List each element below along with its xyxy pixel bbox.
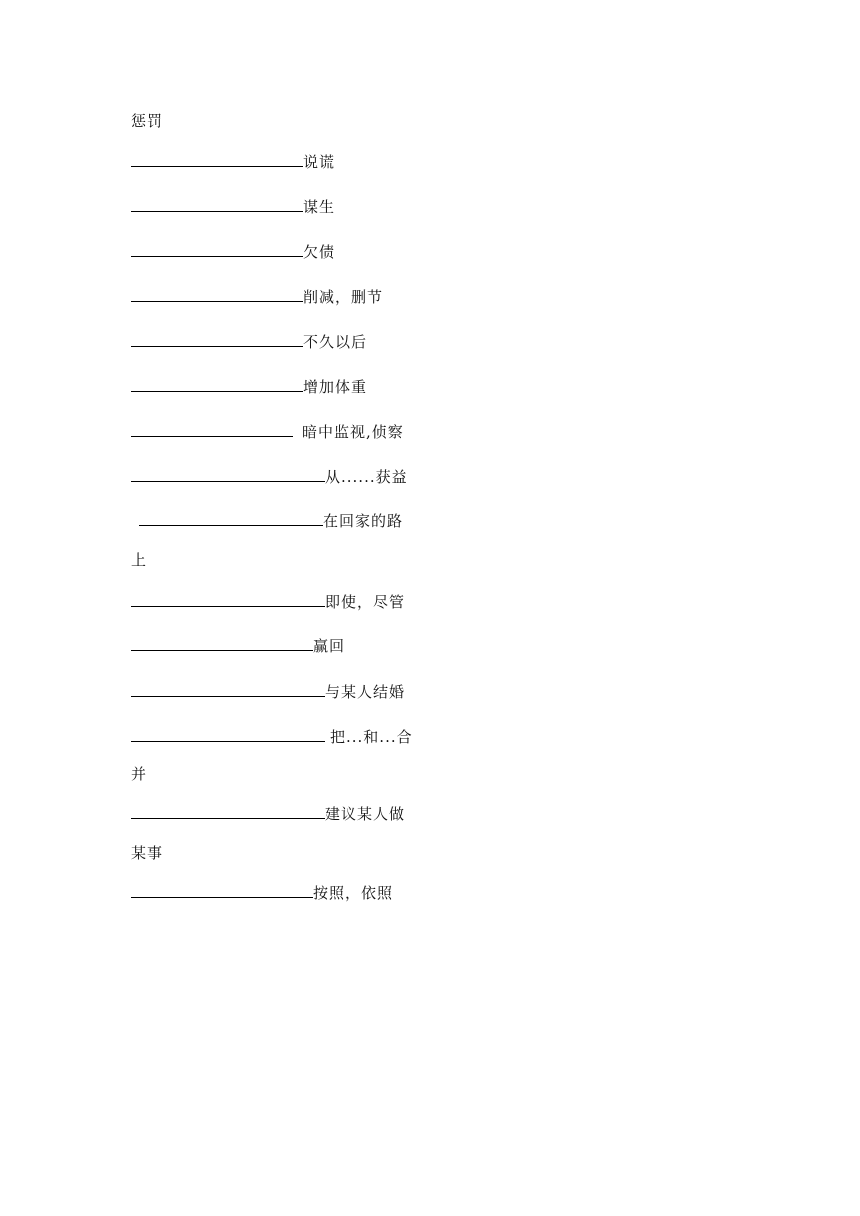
- item-meaning: 不久以后: [303, 333, 368, 351]
- line-text: 某事: [131, 844, 164, 862]
- answer-blank[interactable]: [131, 151, 303, 167]
- line-plain: [131, 764, 147, 784]
- answer-blank[interactable]: [131, 591, 325, 607]
- item-meaning: 与某人结婚: [325, 683, 406, 701]
- fill-in-item: [131, 151, 335, 171]
- line-text: 惩罚: [131, 112, 164, 130]
- fill-in-item: [131, 726, 413, 746]
- item-meaning: 从......获益: [325, 468, 408, 486]
- item-meaning: 赢回: [313, 637, 346, 655]
- fill-in-item: [131, 241, 335, 261]
- answer-blank[interactable]: [131, 466, 325, 482]
- line-plain: [131, 843, 163, 863]
- item-meaning: 增加体重: [303, 378, 368, 396]
- item-meaning: 谋生: [303, 198, 336, 216]
- line-text: 上: [131, 551, 148, 569]
- item-meaning: 削减，删节: [303, 288, 384, 306]
- fill-in-item: [131, 196, 335, 216]
- fill-in-item: [131, 681, 405, 701]
- fill-in-item: [131, 286, 383, 306]
- fill-in-item: [139, 510, 403, 530]
- line-plain: [131, 111, 163, 131]
- fill-in-item: [131, 376, 367, 396]
- fill-in-item: [131, 466, 408, 486]
- item-meaning: 把...和...合: [330, 728, 413, 746]
- fill-in-item: [131, 331, 367, 351]
- line-text: 并: [131, 765, 148, 783]
- item-meaning: 在回家的路: [323, 512, 404, 530]
- item-meaning: 按照，依照: [313, 884, 394, 902]
- answer-blank[interactable]: [131, 882, 313, 898]
- fill-in-item: [131, 882, 393, 902]
- fill-in-item: [131, 635, 345, 655]
- answer-blank[interactable]: [131, 331, 303, 347]
- fill-in-item: [131, 803, 405, 823]
- answer-blank[interactable]: [131, 196, 303, 212]
- line-plain: [131, 550, 147, 570]
- item-meaning: 暗中监视,侦察: [302, 423, 404, 441]
- item-meaning: 建议某人做: [325, 805, 406, 823]
- fill-in-item: [131, 591, 405, 611]
- answer-blank[interactable]: [131, 635, 313, 651]
- answer-blank[interactable]: [131, 286, 303, 302]
- answer-blank[interactable]: [131, 421, 293, 437]
- answer-blank[interactable]: [131, 376, 303, 392]
- answer-blank[interactable]: [131, 241, 303, 257]
- item-meaning: 欠债: [303, 243, 336, 261]
- answer-blank[interactable]: [131, 681, 325, 697]
- fill-in-item: [131, 421, 404, 441]
- answer-blank[interactable]: [131, 803, 325, 819]
- item-meaning: 说谎: [303, 153, 336, 171]
- answer-blank[interactable]: [131, 726, 325, 742]
- answer-blank[interactable]: [139, 510, 323, 526]
- item-meaning: 即使，尽管: [325, 593, 406, 611]
